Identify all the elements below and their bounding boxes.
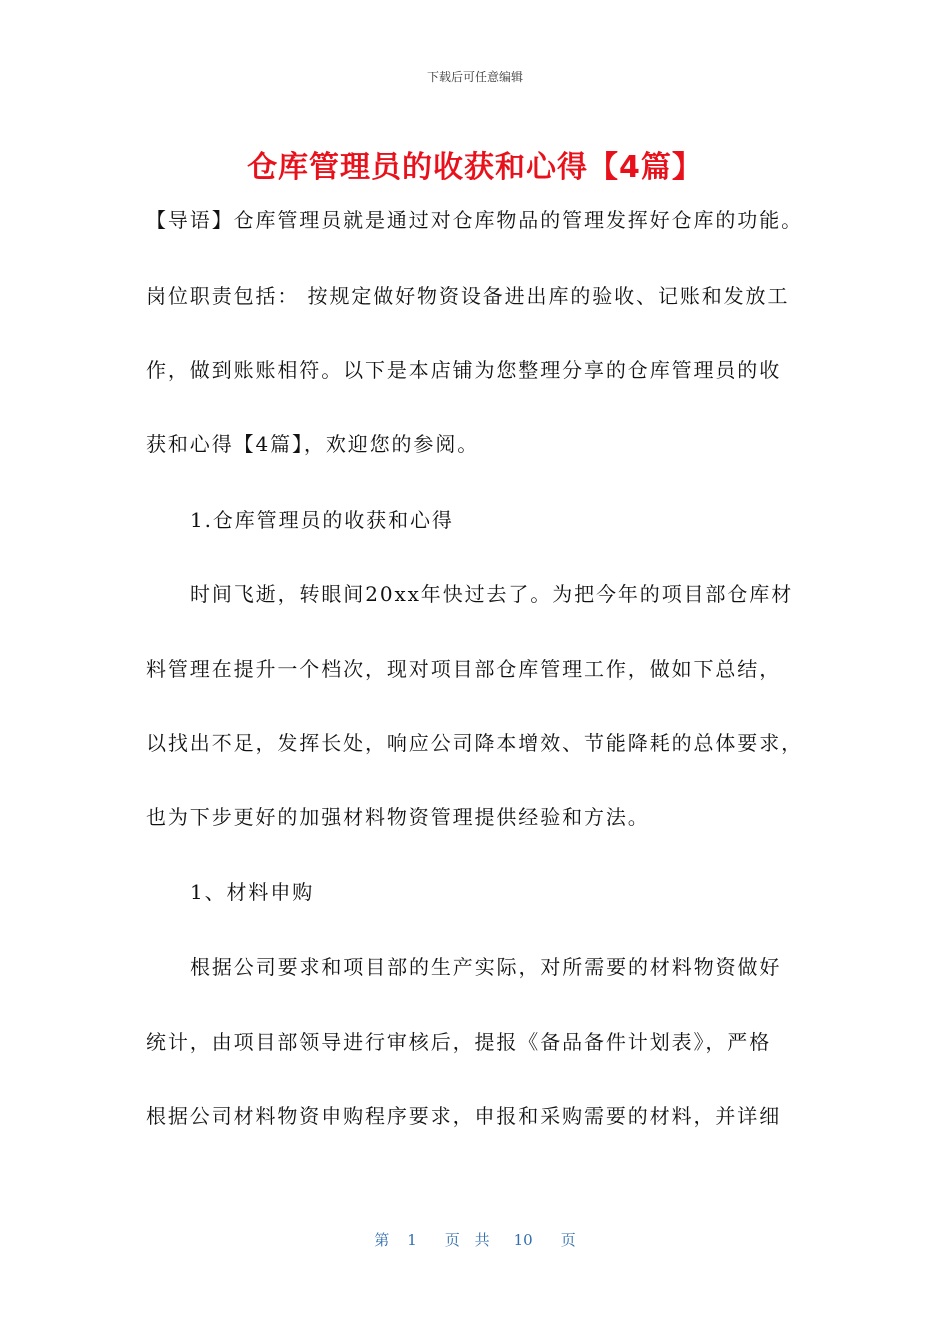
footer-middle: 页 共 <box>444 1231 490 1249</box>
header-note: 下载后可任意编辑 <box>426 70 523 84</box>
paragraph-line: 根据公司材料物资申购程序要求，申报和采购需要的材料，并详细 <box>146 1104 782 1128</box>
footer-current-page: 1 <box>407 1231 417 1249</box>
paragraph-line: 统计，由项目部领导进行审核后，提报《备品备件计划表》，严格 <box>146 1030 772 1054</box>
paragraph-line: 根据公司要求和项目部的生产实际，对所需要的材料物资做好 <box>190 955 782 979</box>
paragraph-line: 时间飞逝，转眼间20xx年快过去了。为把今年的项目部仓库材 <box>190 582 794 606</box>
page-footer <box>0 1229 950 1250</box>
paragraph-line: 也为下步更好的加强材料物资管理提供经验和方法。 <box>146 805 650 829</box>
paragraph-line: 岗位职责包括： 按规定做好物资设备进出库的验收、记账和发放工 <box>146 284 790 308</box>
footer-suffix: 页 <box>560 1231 576 1249</box>
paragraph-line: 作，做到账账相符。以下是本店铺为您整理分享的仓库管理员的收 <box>146 358 782 382</box>
paragraph-line: 获和心得【4篇】，欢迎您的参阅。 <box>146 432 480 456</box>
paragraph-line: 以找出不足，发挥长处，响应公司降本增效、节能降耗的总体要求， <box>146 731 803 755</box>
footer-total-pages: 10 <box>513 1231 533 1249</box>
section-heading: 1.仓库管理员的收获和心得 <box>190 508 454 532</box>
document-title: 仓库管理员的收获和心得【4篇】 <box>247 150 703 185</box>
paragraph-line: 【导语】仓库管理员就是通过对仓库物品的管理发挥好仓库的功能。 <box>146 208 803 232</box>
paragraph-line: 料管理在提升一个档次，现对项目部仓库管理工作，做如下总结， <box>146 657 782 681</box>
subsection-heading: 1、材料申购 <box>190 880 315 904</box>
footer-prefix: 第 <box>374 1231 390 1249</box>
